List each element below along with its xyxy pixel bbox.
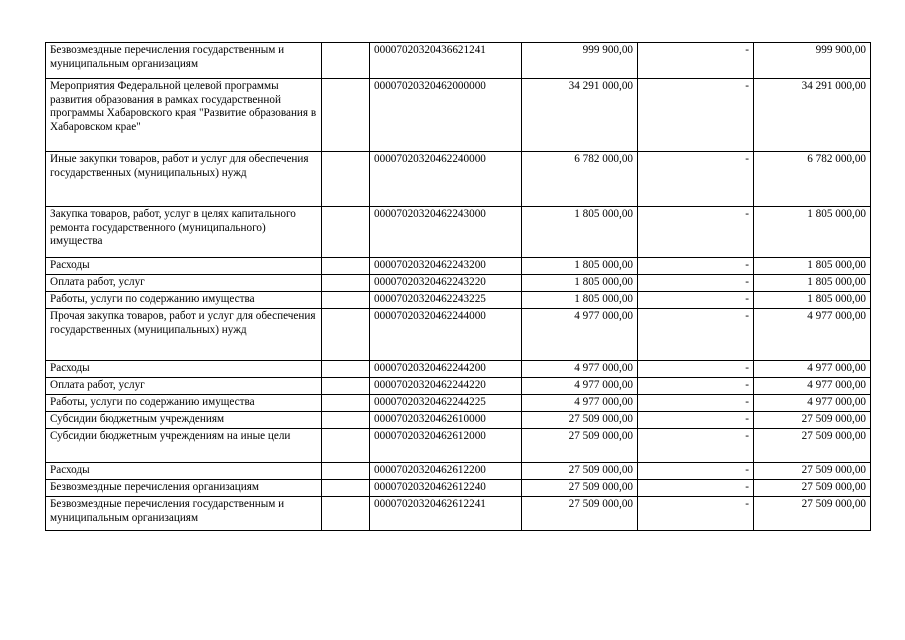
row-code: 00007020320462612200 (370, 463, 522, 480)
row-name: Субсидии бюджетным учреждениям (46, 412, 322, 429)
row-remaining: 27 509 000,00 (754, 480, 871, 497)
row-remaining: 27 509 000,00 (754, 412, 871, 429)
table-row (46, 309, 871, 361)
table-row (46, 152, 871, 207)
row-code: 00007020320462612241 (370, 497, 522, 531)
row-remaining: 1 805 000,00 (754, 258, 871, 275)
row-approved: 999 900,00 (522, 43, 638, 79)
row-name: Оплата работ, услуг (46, 275, 322, 292)
row-remaining: 6 782 000,00 (754, 152, 871, 207)
row-approved: 4 977 000,00 (522, 395, 638, 412)
row-empty-cell (322, 497, 370, 531)
row-code: 00007020320462244200 (370, 361, 522, 378)
row-empty-cell (322, 480, 370, 497)
row-executed: - (638, 152, 754, 207)
row-executed: - (638, 463, 754, 480)
table-body (46, 43, 871, 531)
row-executed: - (638, 412, 754, 429)
row-empty-cell (322, 412, 370, 429)
row-empty-cell (322, 207, 370, 258)
row-code: 00007020320462000000 (370, 79, 522, 152)
row-executed: - (638, 79, 754, 152)
table-row (46, 480, 871, 497)
row-remaining: 34 291 000,00 (754, 79, 871, 152)
table-row (46, 412, 871, 429)
table-row (46, 463, 871, 480)
row-code: 00007020320462243225 (370, 292, 522, 309)
row-executed: - (638, 207, 754, 258)
row-code: 00007020320462612240 (370, 480, 522, 497)
row-name: Работы, услуги по содержанию имущества (46, 292, 322, 309)
row-remaining: 4 977 000,00 (754, 309, 871, 361)
row-executed: - (638, 378, 754, 395)
row-approved: 4 977 000,00 (522, 361, 638, 378)
row-approved: 6 782 000,00 (522, 152, 638, 207)
row-empty-cell (322, 152, 370, 207)
row-code: 00007020320462243000 (370, 207, 522, 258)
row-approved: 1 805 000,00 (522, 275, 638, 292)
row-name: Субсидии бюджетным учреждениям на иные цели (46, 429, 322, 463)
row-executed: - (638, 429, 754, 463)
row-remaining: 4 977 000,00 (754, 378, 871, 395)
row-approved: 34 291 000,00 (522, 79, 638, 152)
row-executed: - (638, 480, 754, 497)
row-approved: 1 805 000,00 (522, 292, 638, 309)
row-approved: 1 805 000,00 (522, 207, 638, 258)
row-executed: - (638, 309, 754, 361)
row-code: 00007020320462612000 (370, 429, 522, 463)
row-remaining: 999 900,00 (754, 43, 871, 79)
row-executed: - (638, 258, 754, 275)
row-code: 00007020320436621241 (370, 43, 522, 79)
row-remaining: 1 805 000,00 (754, 207, 871, 258)
row-code: 00007020320462243220 (370, 275, 522, 292)
row-name: Безвозмездные перечисления государственным и муниципальным организациям (46, 43, 322, 79)
row-code: 00007020320462244220 (370, 378, 522, 395)
row-remaining: 4 977 000,00 (754, 361, 871, 378)
row-name: Иные закупки товаров, работ и услуг для обеспечения государственных (муниципальных) нужд (46, 152, 322, 207)
budget-execution-table (45, 42, 871, 531)
row-approved: 27 509 000,00 (522, 480, 638, 497)
row-approved: 27 509 000,00 (522, 412, 638, 429)
row-code: 00007020320462243200 (370, 258, 522, 275)
row-name: Безвозмездные перечисления организациям (46, 480, 322, 497)
row-empty-cell (322, 361, 370, 378)
row-executed: - (638, 395, 754, 412)
row-approved: 27 509 000,00 (522, 497, 638, 531)
row-remaining: 27 509 000,00 (754, 463, 871, 480)
row-approved: 4 977 000,00 (522, 378, 638, 395)
row-remaining: 1 805 000,00 (754, 275, 871, 292)
row-name: Мероприятия Федеральной целевой программы развития образования в рамках государственной программы Хабаровского края "Развитие образования в Хабаровском крае" (46, 79, 322, 152)
row-remaining: 1 805 000,00 (754, 292, 871, 309)
table-row (46, 292, 871, 309)
row-empty-cell (322, 378, 370, 395)
row-executed: - (638, 275, 754, 292)
row-remaining: 27 509 000,00 (754, 429, 871, 463)
table-row (46, 275, 871, 292)
row-remaining: 27 509 000,00 (754, 497, 871, 531)
row-code: 00007020320462610000 (370, 412, 522, 429)
row-name: Оплата работ, услуг (46, 378, 322, 395)
row-empty-cell (322, 463, 370, 480)
row-name: Расходы (46, 463, 322, 480)
row-executed: - (638, 292, 754, 309)
row-empty-cell (322, 275, 370, 292)
table-row (46, 361, 871, 378)
row-code: 00007020320462244000 (370, 309, 522, 361)
row-executed: - (638, 43, 754, 79)
row-executed: - (638, 497, 754, 531)
budget-report-page (45, 42, 870, 531)
row-empty-cell (322, 79, 370, 152)
table-row (46, 258, 871, 275)
row-code: 00007020320462244225 (370, 395, 522, 412)
table-row (46, 497, 871, 531)
row-empty-cell (322, 43, 370, 79)
table-row (46, 207, 871, 258)
row-name: Безвозмездные перечисления государственным и муниципальным организациям (46, 497, 322, 531)
table-row (46, 378, 871, 395)
table-row (46, 43, 871, 79)
row-remaining: 4 977 000,00 (754, 395, 871, 412)
row-empty-cell (322, 395, 370, 412)
row-name: Работы, услуги по содержанию имущества (46, 395, 322, 412)
row-empty-cell (322, 292, 370, 309)
row-approved: 27 509 000,00 (522, 429, 638, 463)
row-name: Расходы (46, 361, 322, 378)
row-approved: 4 977 000,00 (522, 309, 638, 361)
row-name: Расходы (46, 258, 322, 275)
row-approved: 1 805 000,00 (522, 258, 638, 275)
row-empty-cell (322, 429, 370, 463)
row-name: Прочая закупка товаров, работ и услуг для обеспечения государственных (муниципальных) нужд (46, 309, 322, 361)
table-row (46, 429, 871, 463)
table-row (46, 79, 871, 152)
row-name: Закупка товаров, работ, услуг в целях капитального ремонта государственного (муниципального) имущества (46, 207, 322, 258)
row-empty-cell (322, 309, 370, 361)
row-code: 00007020320462240000 (370, 152, 522, 207)
table-row (46, 395, 871, 412)
row-executed: - (638, 361, 754, 378)
row-empty-cell (322, 258, 370, 275)
row-approved: 27 509 000,00 (522, 463, 638, 480)
